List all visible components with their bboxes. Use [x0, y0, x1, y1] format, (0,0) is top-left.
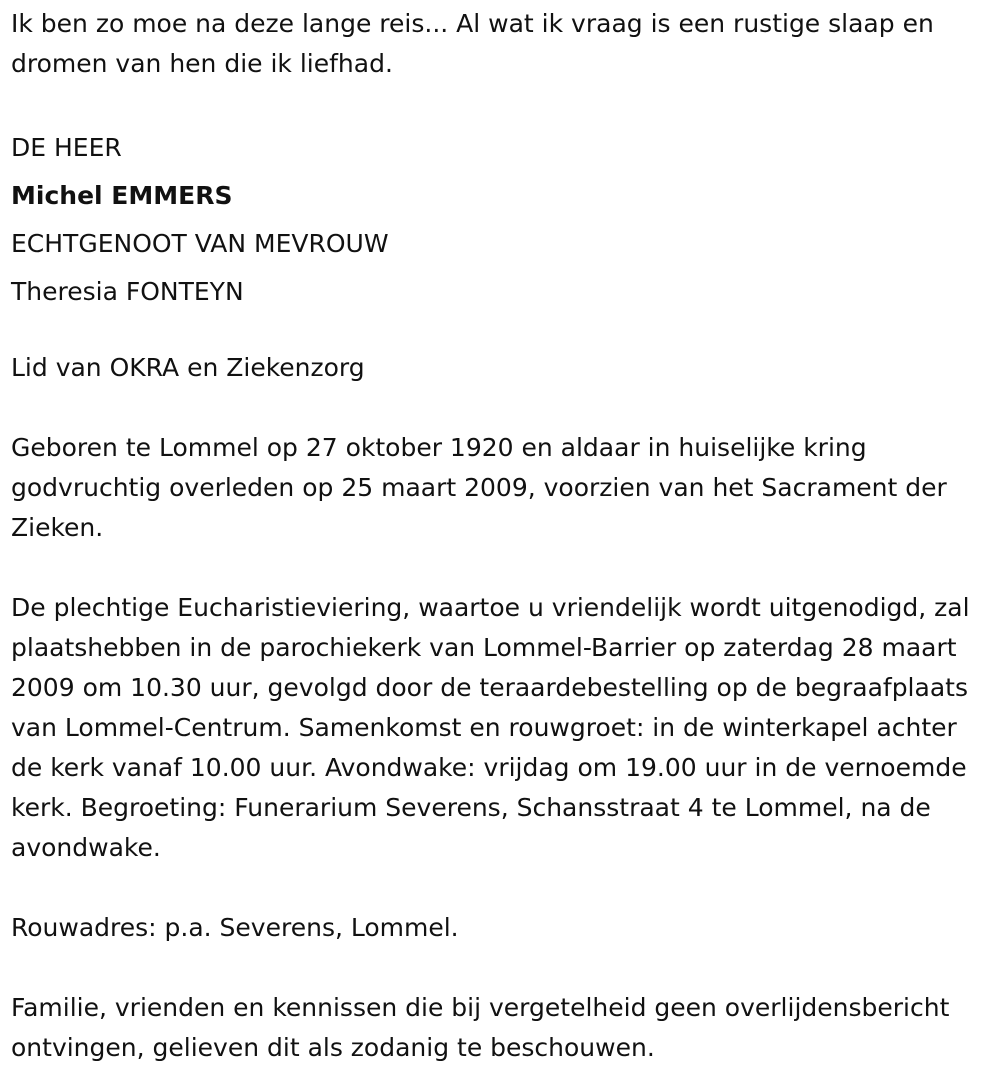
- spacer: [11, 316, 991, 348]
- membership: Lid van OKRA en Ziekenzorg: [11, 353, 365, 382]
- obituary-text: [11, 4, 991, 1068]
- motto: Ik ben zo moe na deze lange reis... Al wat ik vraag is een rustige slaap en dromen van hen die ik liefhad.: [11, 9, 934, 78]
- closing-note: Familie, vrienden en kennissen die bij vergetelheid geen overlijdensbericht ontvingen, gelieven dit als zodanig te beschouwen.: [11, 993, 950, 1062]
- spouse-name: Theresia FONTEYN: [11, 277, 244, 306]
- spacer: [11, 388, 991, 428]
- birth-death-paragraph: Geboren te Lommel op 27 oktober 1920 en aldaar in huiselijke kring godvruchtig overleden op 25 maart 2009, voorzien van het Sacrament der Zieken.: [11, 433, 947, 542]
- mourning-address: Rouwadres: p.a. Severens, Lommel.: [11, 913, 459, 942]
- spacer: [11, 868, 991, 908]
- spacer: [11, 548, 991, 588]
- title-prefix: DE HEER: [11, 133, 122, 162]
- spacer: [11, 84, 991, 124]
- ceremony-paragraph: De plechtige Eucharistieviering, waartoe u vriendelijk wordt uitgenodigd, zal plaatshebben in de parochiekerk van Lommel-Barrier op zaterdag 28 maart 2009 om 10.30 uur, gevolgd door de teraardebestelling op de begraafplaats van Lommel-Centrum. Samenkomst en rouwgroet: in de winterkapel achter de kerk vanaf 10.00 uur. Avondwake: vrijdag om 19.00 uur in de vernoemde kerk. Begroeting: Funerarium Severens, Schansstraat 4 te Lommel, na de avondwake.: [11, 593, 970, 862]
- deceased-name: Michel EMMERS: [11, 181, 233, 210]
- spouse-label: ECHTGENOOT VAN MEVROUW: [11, 229, 389, 258]
- spacer: [11, 948, 991, 988]
